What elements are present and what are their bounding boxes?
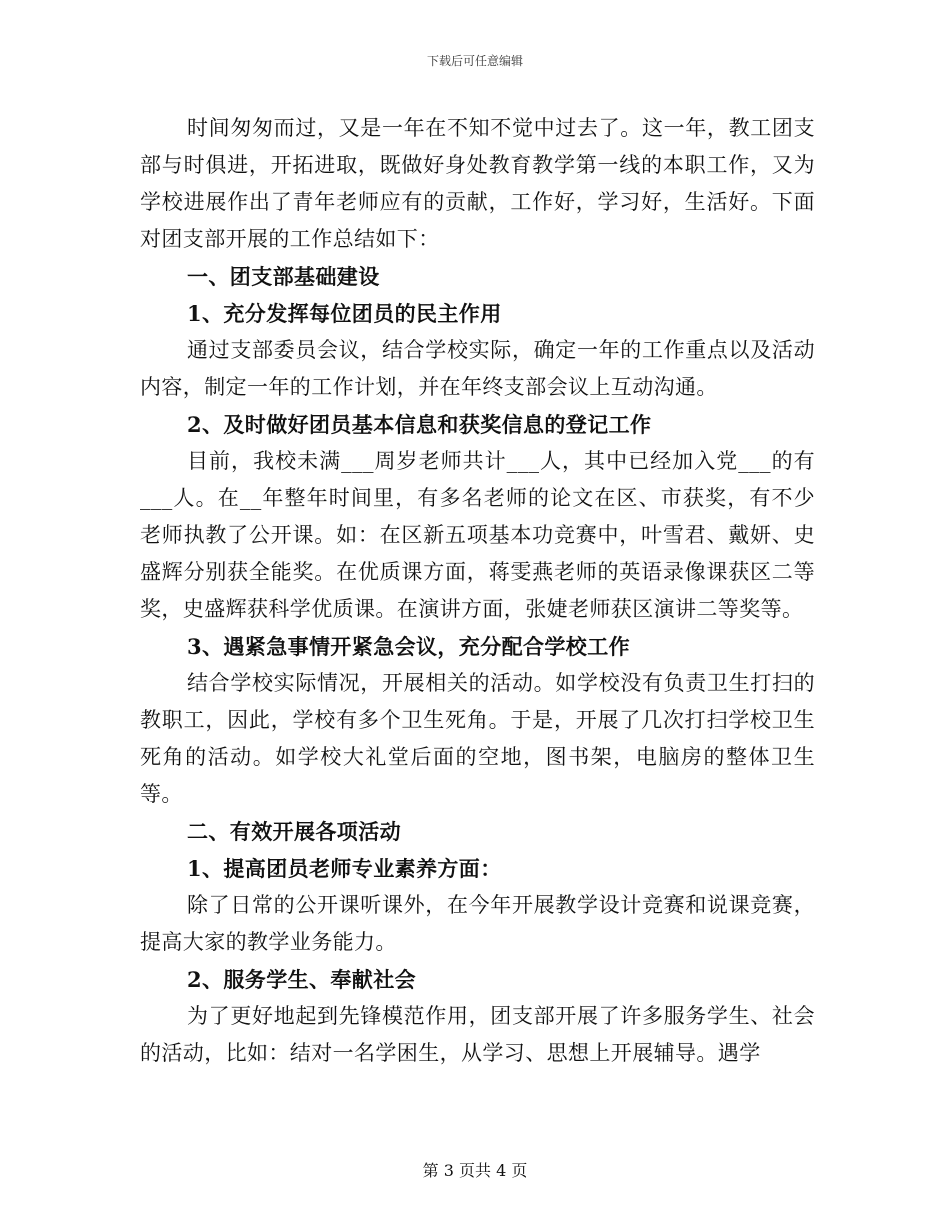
heading-section-2: 二、有效开展各项活动 [187, 819, 401, 844]
page-footer: 第 3 页共 4 页 [422, 1161, 528, 1180]
subheading-1-3: 3、遇紧急事情开紧急会议，充分配合学校工作 [187, 634, 631, 659]
subheading-2-1: 1、提高团员老师专业素养方面： [187, 856, 502, 881]
paragraph-1-1: 通过支部委员会议，结合学校实际，确定一年的工作重点以及活动内容，制定一年的工作计划，并在年终支部会议上互动沟通。 [140, 338, 815, 399]
heading-section-1: 一、团支部基础建设 [187, 264, 380, 289]
paragraph-intro: 时间匆匆而过，又是一年在不知不觉中过去了。这一年，教工团支部与时俱进，开拓进取，既做好身处教育教学第一线的本职工作，又为学校进展作出了青年老师应有的贡献，工作好，学习好，生活好。下面对团支部开展的工作总结如下： [140, 116, 815, 251]
subheading-2-2: 2、服务学生、奉献社会 [187, 967, 417, 992]
paragraph-1-2: 目前，我校未满___周岁老师共计___人，其中已经加入党___的有___人。在__年整年时间里，有多名老师的论文在区、市获奖，有不少老师执教了公开课。如：在区新五项基本功竞赛中，叶雪君、戴妍、史盛辉分别获全能奖。在优质课方面，蒋雯燕老师的英语录像课获区二等奖，史盛辉获科学优质课。在演讲方面，张婕老师获区演讲二等奖等。 [140, 449, 815, 621]
paragraph-2-2: 为了更好地起到先锋模范作用，团支部开展了许多服务学生、社会的活动，比如：结对一名学困生，从学习、思想上开展辅导。遇学 [140, 1004, 815, 1065]
document-body [140, 110, 815, 1072]
subheading-1-2: 2、及时做好团员基本信息和获奖信息的登记工作 [187, 412, 652, 437]
paragraph-1-3: 结合学校实际情况，开展相关的活动。如学校没有负责卫生打扫的教职工，因此，学校有多个卫生死角。于是，开展了几次打扫学校卫生死角的活动。如学校大礼堂后面的空地，图书架，电脑房的整体卫生等。 [140, 671, 815, 806]
subheading-1-1: 1、充分发挥每位团员的民主作用 [187, 301, 502, 326]
page-header: 下载后可任意编辑 [426, 54, 523, 68]
paragraph-2-1: 除了日常的公开课听课外，在今年开展教学设计竞赛和说课竞赛，提高大家的教学业务能力。 [140, 893, 815, 954]
